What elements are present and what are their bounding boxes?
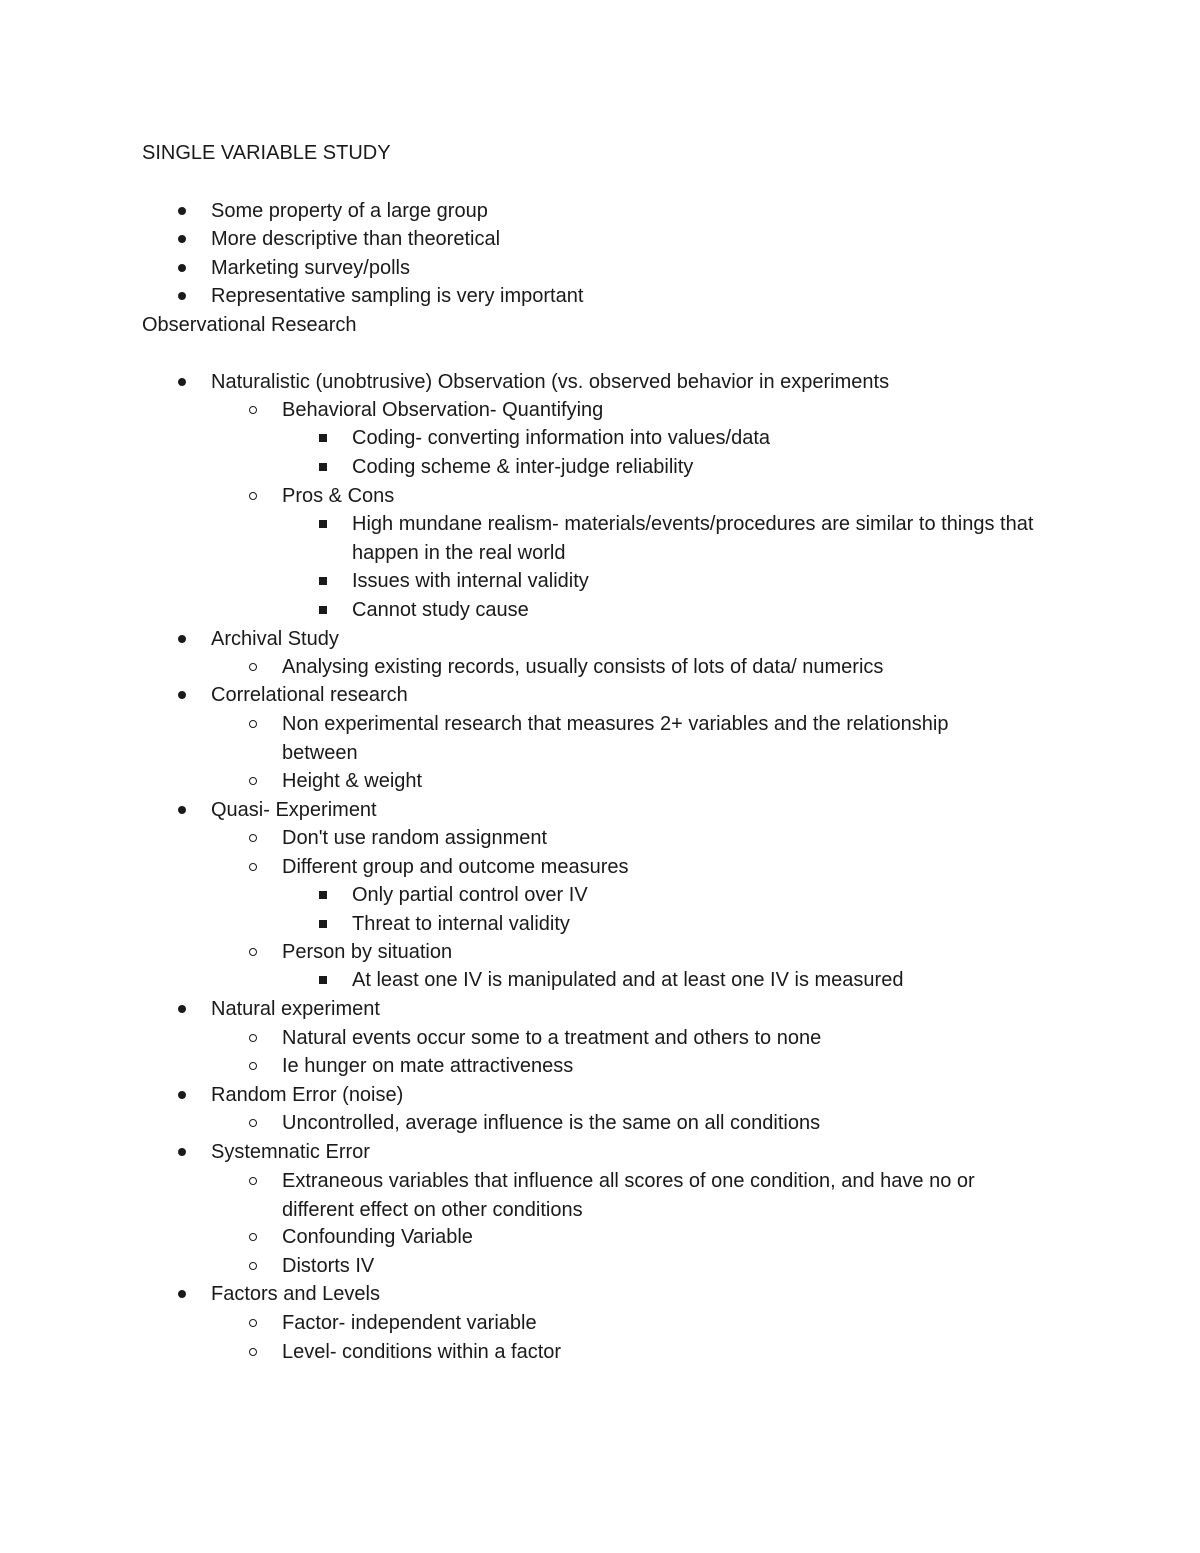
bullet-circle-icon: [249, 834, 257, 842]
bullet-circle-icon: [249, 1319, 257, 1327]
bullet-circle-icon: [249, 720, 257, 728]
bullet-disc-icon: [178, 292, 186, 300]
list-item: Confounding Variable: [282, 1223, 1062, 1252]
bullet-circle-icon: [249, 1348, 257, 1356]
bullet-square-icon: [319, 434, 327, 442]
list-item: Distorts IV: [282, 1252, 1062, 1281]
list-item-different-group: Different group and outcome measures: [282, 853, 1062, 882]
bullet-circle-icon: [249, 1119, 257, 1127]
list-item: Level- conditions within a factor: [282, 1338, 1062, 1367]
list-item: Natural events occur some to a treatment and others to none: [282, 1024, 1062, 1053]
list-item: High mundane realism- materials/events/procedures are similar to things that happen in the real world: [352, 510, 1052, 567]
bullet-square-icon: [319, 606, 327, 614]
bullet-disc-icon: [178, 691, 186, 699]
bullet-square-icon: [319, 976, 327, 984]
section-heading-observational: Observational Research: [142, 314, 357, 336]
bullet-square-icon: [319, 891, 327, 899]
bullet-circle-icon: [249, 863, 257, 871]
bullet-disc-icon: [178, 1091, 186, 1099]
list-item: Marketing survey/polls: [211, 254, 1071, 283]
list-item-systematic-error: Systemnatic Error: [211, 1138, 1071, 1167]
list-item-correlational: Correlational research: [211, 681, 1071, 710]
bullet-circle-icon: [249, 777, 257, 785]
list-item-random-error: Random Error (noise): [211, 1081, 1071, 1110]
bullet-circle-icon: [249, 948, 257, 956]
bullet-circle-icon: [249, 1034, 257, 1042]
bullet-square-icon: [319, 920, 327, 928]
bullet-disc-icon: [178, 207, 186, 215]
bullet-disc-icon: [178, 378, 186, 386]
bullet-disc-icon: [178, 1148, 186, 1156]
bullet-circle-icon: [249, 1262, 257, 1270]
list-item-person-situation: Person by situation: [282, 938, 1062, 967]
bullet-disc-icon: [178, 1290, 186, 1298]
list-item-naturalistic: Naturalistic (unobtrusive) Observation (vs. observed behavior in experiments: [211, 368, 1071, 397]
list-item: Extraneous variables that influence all scores of one condition, and have no or different effect on other conditions: [282, 1167, 1042, 1224]
bullet-circle-icon: [249, 663, 257, 671]
bullet-square-icon: [319, 520, 327, 528]
list-item-quasi: Quasi- Experiment: [211, 796, 1071, 825]
list-item-natural: Natural experiment: [211, 995, 1071, 1024]
list-item-behavioral: Behavioral Observation- Quantifying: [282, 396, 1062, 425]
bullet-disc-icon: [178, 635, 186, 643]
bullet-disc-icon: [178, 806, 186, 814]
list-item: Coding- converting information into values/data: [352, 424, 1052, 453]
bullet-square-icon: [319, 463, 327, 471]
bullet-circle-icon: [249, 406, 257, 414]
bullet-circle-icon: [249, 1177, 257, 1185]
list-item: Cannot study cause: [352, 596, 1052, 625]
list-item: Threat to internal validity: [352, 910, 1052, 939]
list-item: Factor- independent variable: [282, 1309, 1062, 1338]
list-item: Ie hunger on mate attractiveness: [282, 1052, 1062, 1081]
list-item: Some property of a large group: [211, 197, 1071, 226]
bullet-circle-icon: [249, 1233, 257, 1241]
bullet-circle-icon: [249, 492, 257, 500]
list-item: Don't use random assignment: [282, 824, 1062, 853]
bullet-square-icon: [319, 577, 327, 585]
list-item: Coding scheme & inter-judge reliability: [352, 453, 1052, 482]
list-item: Representative sampling is very important: [211, 282, 1071, 311]
list-item-pros-cons: Pros & Cons: [282, 482, 1062, 511]
bullet-circle-icon: [249, 1062, 257, 1070]
list-item: Only partial control over IV: [352, 881, 1052, 910]
list-item: Uncontrolled, average influence is the same on all conditions: [282, 1109, 1062, 1138]
section-heading-single-variable: SINGLE VARIABLE STUDY: [142, 142, 391, 164]
list-item: More descriptive than theoretical: [211, 225, 1071, 254]
list-item: Analysing existing records, usually consists of lots of data/ numerics: [282, 653, 1062, 682]
bullet-disc-icon: [178, 1005, 186, 1013]
bullet-disc-icon: [178, 264, 186, 272]
list-item: Non experimental research that measures 2+ variables and the relationship between: [282, 710, 1022, 767]
list-item: Height & weight: [282, 767, 1062, 796]
list-item: Issues with internal validity: [352, 567, 1052, 596]
bullet-disc-icon: [178, 235, 186, 243]
list-item: At least one IV is manipulated and at least one IV is measured: [352, 966, 1052, 995]
list-item-factors-levels: Factors and Levels: [211, 1280, 1071, 1309]
list-item-archival: Archival Study: [211, 625, 1071, 654]
